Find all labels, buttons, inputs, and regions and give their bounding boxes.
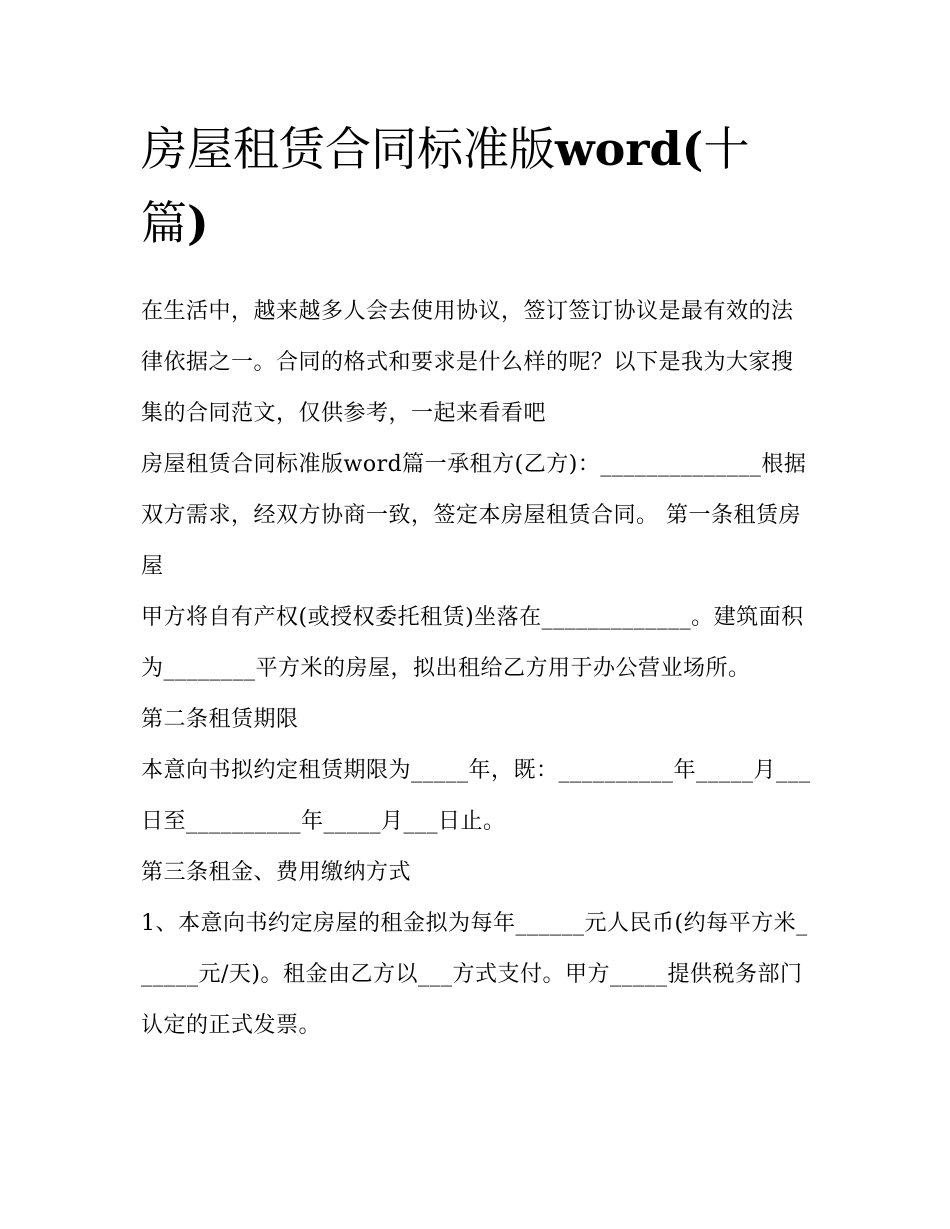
document-body [141,112,813,1051]
title-text-bold: word( [555,122,704,176]
title-text-1: 房屋租赁合同标准版 [141,122,555,176]
article-2-heading: 第二条租赁期限 [141,707,299,732]
article-2-paragraph: 本意向书拟约定租赁期限为_____年，既：__________年_____月___日至__________年_____月___日止。 [141,758,811,834]
intro-paragraph: 在生活中，越来越多人会去使用协议，签订签订协议是最有效的法律依据之一。合同的格式和要求是什么样的呢？以下是我为大家搜集的合同范文，仅供参考，一起来看看吧 [141,299,794,426]
title-text-bold-end: ) [187,196,209,250]
title-text-2: 十篇 [141,122,750,250]
contract-parties-paragraph: 房屋租赁合同标准版word篇一承租方(乙方)：______________根据双方需求，经双方协商一致，签定本房屋租赁合同。 第一条租赁房屋 [141,452,807,579]
article-3-heading: 第三条租金、费用缴纳方式 [141,860,412,885]
document-title [141,112,813,260]
article-3-paragraph: 1、本意向书约定房屋的租金拟为每年______元人民币(约每平方米______元/天)。租金由乙方以___方式支付。甲方_____提供税务部门认定的正式发票。 [141,911,808,1038]
article-1-paragraph: 甲方将自有产权(或授权委托租赁)坐落在_____________。建筑面积为________平方米的房屋，拟出租给乙方用于办公营业场所。 [141,605,804,681]
